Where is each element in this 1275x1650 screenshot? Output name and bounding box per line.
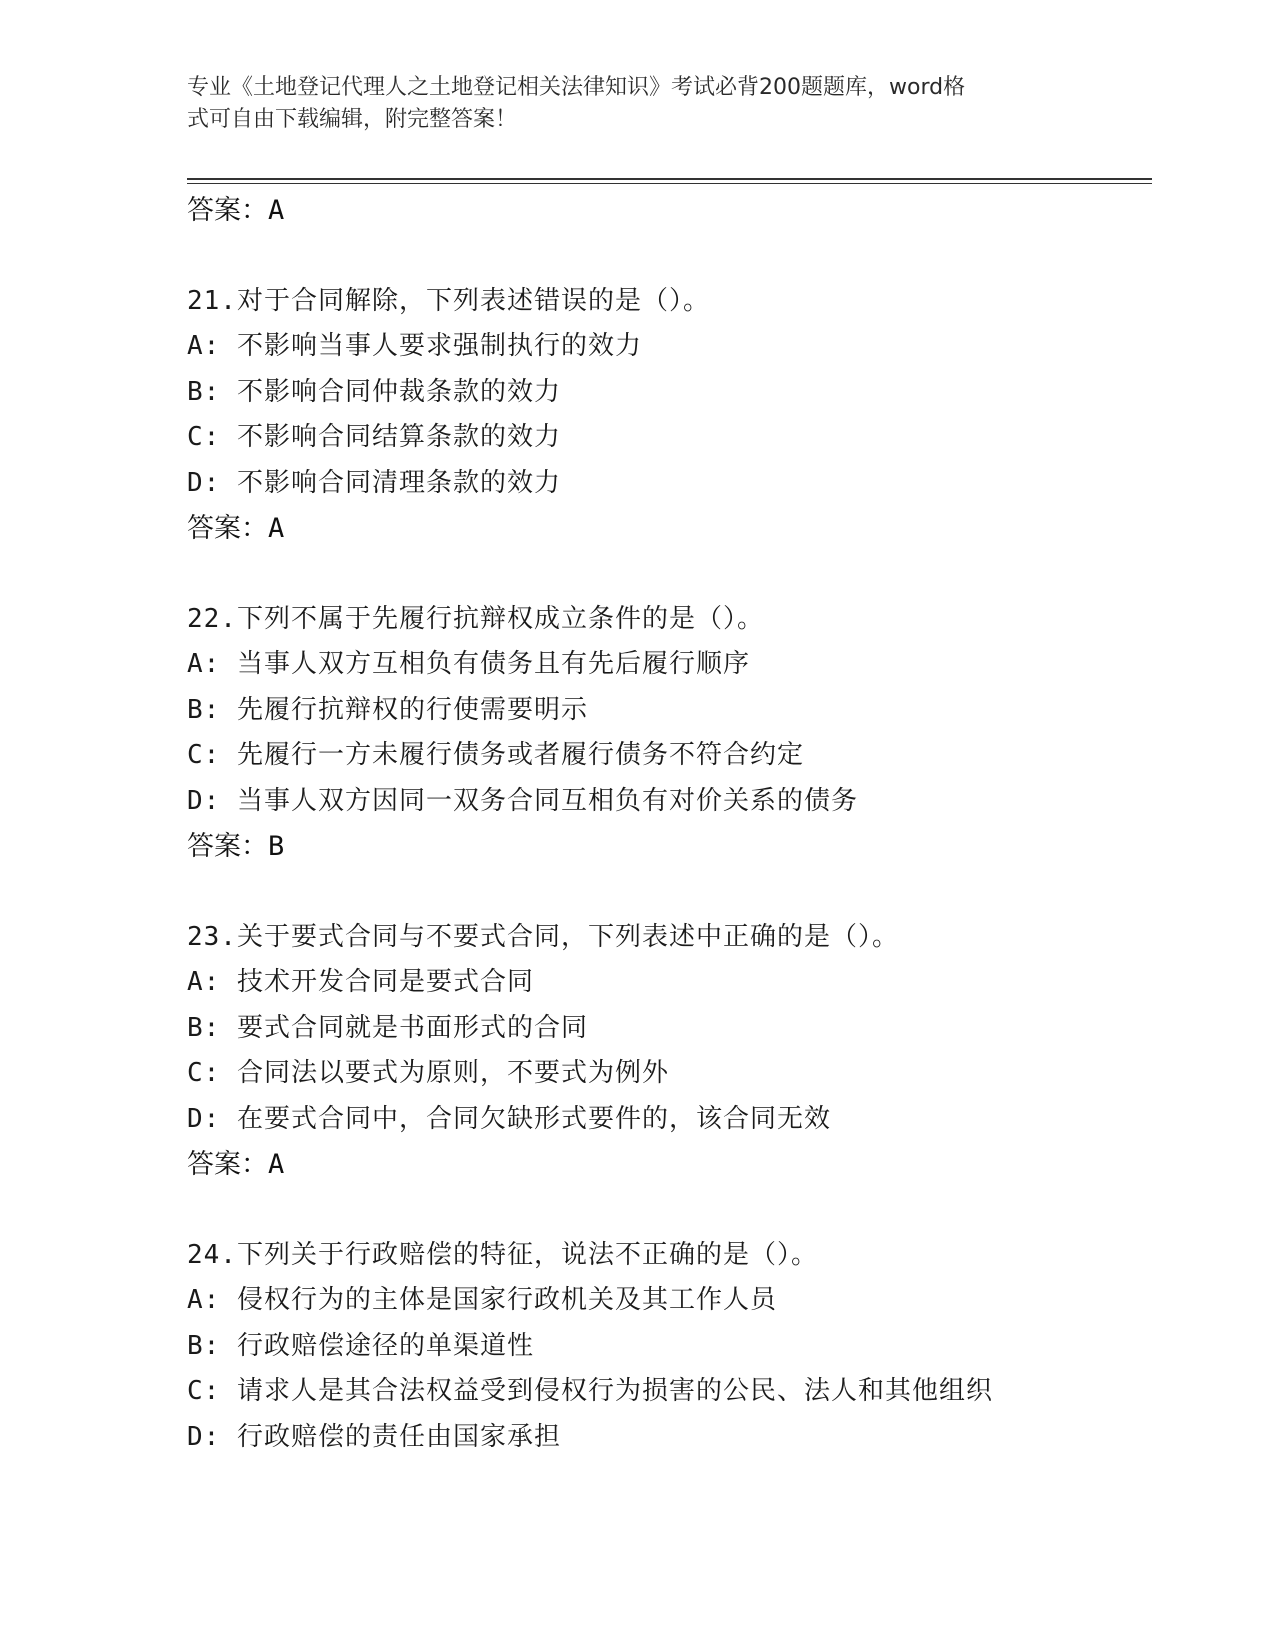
answer-value: A [268,195,285,226]
option-c: C: 请求人是其合法权益受到侵权行为损害的公民、法人和其他组织 [187,1376,993,1406]
header-line-2: 式可自由下载编辑，附完整答案！ [187,107,518,132]
answer-value: A [268,513,285,544]
option-d: D: 不影响合同清理条款的效力 [187,467,561,498]
question-block [187,915,1187,1188]
option-a: A: 技术开发合同是要式合同 [187,967,534,997]
answer-line [187,506,1187,552]
option-b: B: 不影响合同仲裁条款的效力 [187,376,561,407]
option-b: B: 要式合同就是书面形式的合同 [187,1012,588,1043]
option-a: A: 不影响当事人要求强制执行的效力 [187,331,642,361]
question-stem: 24.下列关于行政赔偿的特征，说法不正确的是（）。 [187,1239,818,1270]
question-stem: 22.下列不属于先履行抗辩权成立条件的是（）。 [187,603,764,634]
option-b: B: 先履行抗辩权的行使需要明示 [187,694,588,725]
answer-line [187,188,1187,234]
answer-value: B [268,831,285,862]
header-rule-thin [187,183,1152,184]
question-stem: 21.对于合同解除，下列表述错误的是（）。 [187,285,710,316]
option-a: A: 侵权行为的主体是国家行政机关及其工作人员 [187,1285,777,1315]
option-b: B: 行政赔偿途径的单渠道性 [187,1330,534,1361]
option-a: A: 当事人双方互相负有债务且有先后履行顺序 [187,649,750,679]
question-block [187,597,1187,870]
header-line-1: 专业《土地登记代理人之土地登记相关法律知识》考试必背200题题库，word格 [187,75,966,100]
question-block [187,1233,1187,1461]
answer-line [187,824,1187,870]
option-c: C: 不影响合同结算条款的效力 [187,422,561,452]
answer-label: 答案： [187,513,268,544]
option-c: C: 合同法以要式为原则，不要式为例外 [187,1058,669,1088]
answer-line [187,1142,1187,1188]
header-rule-thick [187,178,1152,180]
question-list [187,188,1187,1460]
option-d: D: 当事人双方因同一双务合同互相负有对价关系的债务 [187,785,858,816]
question-block [187,279,1187,552]
answer-value: A [268,1149,285,1180]
question-stem: 23.关于要式合同与不要式合同，下列表述中正确的是（）。 [187,921,899,952]
answer-label: 答案： [187,1149,268,1180]
option-d: D: 在要式合同中，合同欠缺形式要件的，该合同无效 [187,1103,831,1134]
answer-label: 答案： [187,831,268,862]
option-c: C: 先履行一方未履行债务或者履行债务不符合约定 [187,740,804,770]
option-d: D: 行政赔偿的责任由国家承担 [187,1421,561,1452]
document-header [187,72,1067,136]
answer-label: 答案： [187,195,268,226]
